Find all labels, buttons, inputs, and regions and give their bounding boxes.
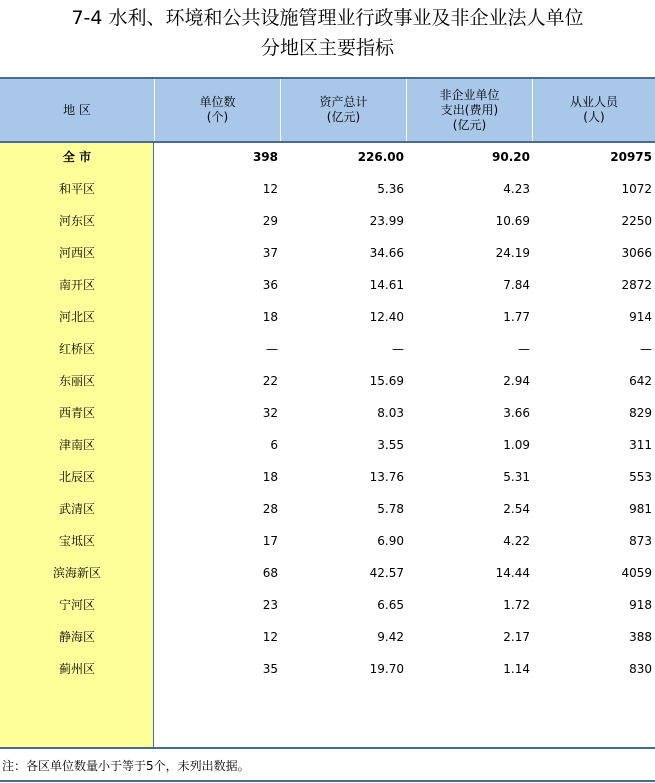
expense-value: 1.72 [503,598,530,612]
header-expense-unit: (亿元) [452,117,487,132]
expense-value: 14.44 [495,566,530,580]
units-value: 23 [262,598,278,612]
table-row [0,205,655,237]
assets-value: 13.76 [369,470,404,484]
expense-value: 1.77 [503,310,530,324]
employees-value: — [640,342,652,356]
district-name: 西青区 [58,406,95,420]
units-value: 37 [262,246,278,260]
units-value: 6 [270,438,278,452]
employees-value: 914 [629,310,652,324]
header-expense [406,79,532,141]
title-line-1: 7-4 水利、环境和公共设施管理业行政事业及非企业法人单位 [71,7,584,29]
expense-value: 5.31 [503,470,530,484]
units-value: 12 [262,630,278,644]
header-district-label: 地 区 [63,102,91,117]
assets-value: 8.03 [377,406,404,420]
assets-value: 12.40 [369,310,404,324]
table-row [0,301,655,333]
expense-value: 1.14 [503,662,530,676]
units-value: 18 [262,310,278,324]
units-value: 28 [262,502,278,516]
units-value: 68 [262,566,278,580]
header-expense-label-2: 支出(费用) [440,102,499,117]
header-assets [280,79,406,141]
employees-value: 873 [629,534,652,548]
units-value: 398 [252,150,278,164]
header-employees [532,79,655,141]
expense-value: 10.69 [495,214,530,228]
employees-value: 2250 [621,214,652,228]
assets-value: 5.78 [377,502,404,516]
header-employees-unit: (人) [583,110,605,124]
employees-value: 1072 [621,182,652,196]
assets-value: 6.90 [377,534,404,548]
employees-value: 918 [629,598,652,612]
employees-value: 829 [629,406,652,420]
district-name: 和平区 [58,182,95,196]
district-name: 滨海新区 [52,566,101,580]
employees-value: 981 [629,502,652,516]
expense-value: 2.54 [503,502,530,516]
table-row [0,141,655,173]
units-value: 29 [262,214,278,228]
note-bottom-rule [0,780,655,782]
header-assets-label: 资产总计 [319,95,368,109]
header-district [0,79,154,141]
table-row [0,429,655,461]
district-name: 红桥区 [58,342,95,356]
units-value: 36 [262,278,278,292]
table-bottom-rule [0,747,655,749]
district-name: 静海区 [58,630,95,644]
district-name: 河东区 [58,214,95,228]
assets-value: 34.66 [369,246,404,260]
district-name: 宝坻区 [58,534,95,548]
units-value: 32 [262,406,278,420]
expense-value: 3.66 [503,406,530,420]
assets-value: — [392,342,404,356]
table-row [0,589,655,621]
district-name: 宁河区 [58,598,95,612]
assets-value: 5.36 [377,182,404,196]
units-value: — [266,342,278,356]
employees-value: 642 [629,374,652,388]
header-expense-label-1: 非企业单位 [439,87,500,102]
expense-value: 24.19 [495,246,530,260]
units-value: 35 [262,662,278,676]
table-row [0,493,655,525]
assets-value: 6.65 [377,598,404,612]
assets-value: 14.61 [369,278,404,292]
table-row [0,653,655,685]
district-name: 南开区 [58,278,95,292]
expense-value: 2.94 [503,374,530,388]
assets-value: 9.42 [377,630,404,644]
header-units-label: 单位数 [199,95,236,109]
expense-value: 90.20 [492,150,530,164]
units-value: 22 [262,374,278,388]
header-employees-label: 从业人员 [569,95,618,109]
table-header [0,77,655,143]
table-row [0,269,655,301]
header-units-unit: (个) [206,110,229,124]
table-note: 注：各区单位数量小于等于5个，未列出数据。 [2,759,250,773]
assets-value: 42.57 [369,566,404,580]
employees-value: 4059 [621,566,652,580]
table-row [0,333,655,365]
district-name: 东丽区 [58,374,95,388]
units-value: 12 [262,182,278,196]
employees-value: 311 [629,438,652,452]
expense-value: 1.09 [503,438,530,452]
assets-value: 19.70 [369,662,404,676]
expense-value: 4.23 [503,182,530,196]
assets-value: 15.69 [369,374,404,388]
expense-value: 2.17 [503,630,530,644]
table-row [0,365,655,397]
table-row [0,397,655,429]
district-name: 武清区 [58,502,95,516]
table-row [0,173,655,205]
employees-value: 553 [629,470,652,484]
units-value: 18 [262,470,278,484]
employees-value: 3066 [621,246,652,260]
table-row [0,525,655,557]
assets-value: 3.55 [377,438,404,452]
assets-value: 23.99 [369,214,404,228]
expense-value: 4.22 [503,534,530,548]
district-name: 全 市 [62,150,92,164]
employees-value: 20975 [610,150,652,164]
units-value: 17 [262,534,278,548]
title-line-2: 分地区主要指标 [260,37,394,59]
district-name: 蓟州区 [58,662,95,676]
expense-value: 7.84 [503,278,530,292]
district-name: 津南区 [58,438,95,452]
district-name: 河北区 [58,310,95,324]
table-row [0,621,655,653]
table-row [0,557,655,589]
expense-value: — [518,342,530,356]
header-assets-unit: (亿元) [326,110,361,124]
employees-value: 388 [629,630,652,644]
employees-value: 2872 [621,278,652,292]
table-row [0,237,655,269]
table-row [0,461,655,493]
header-units [154,79,280,141]
statistics-table [0,77,655,747]
district-name: 河西区 [58,246,95,260]
employees-value: 830 [629,662,652,676]
district-name: 北辰区 [58,470,95,484]
assets-value: 226.00 [357,150,404,164]
